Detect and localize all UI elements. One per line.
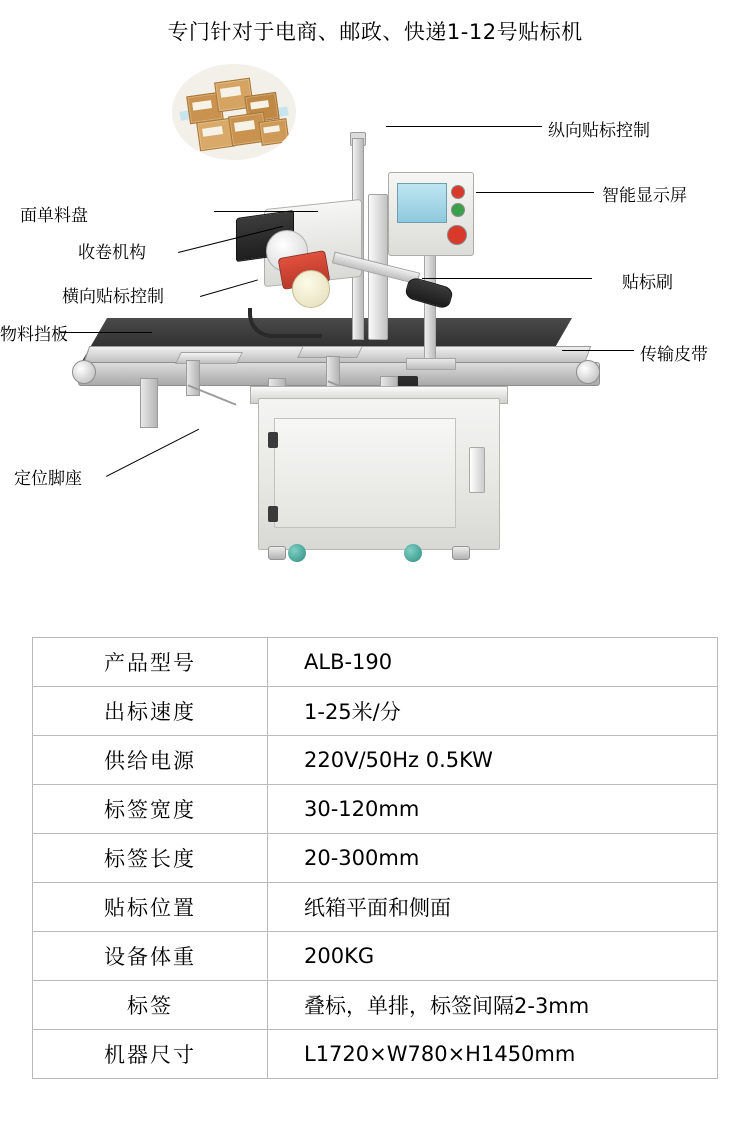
spec-key: 供给电源	[33, 736, 268, 785]
spec-key: 贴标位置	[33, 883, 268, 932]
table-row	[33, 687, 718, 736]
spec-key: 产品型号	[33, 638, 268, 687]
callout-smart-display-screen: 智能显示屏	[602, 186, 687, 206]
table-row	[33, 932, 718, 981]
spec-value: ALB-190	[268, 638, 718, 687]
spec-key: 标签长度	[33, 834, 268, 883]
label-roll	[292, 270, 330, 308]
cabinet-door-handle	[469, 447, 485, 493]
specification-table	[32, 637, 718, 1079]
spec-value: 200KG	[268, 932, 718, 981]
callout-horizontal-labeling-control: 横向贴标控制	[62, 287, 164, 307]
spec-value: 220V/50Hz 0.5KW	[268, 736, 718, 785]
conveyor-roller-left	[72, 360, 96, 384]
support-leg	[140, 378, 158, 428]
leader-line-conveyor	[562, 350, 634, 351]
callout-rewind-mechanism: 收卷机构	[78, 243, 146, 263]
stop-button	[451, 185, 465, 199]
spec-key: 设备体重	[33, 932, 268, 981]
display-mount-base	[406, 358, 456, 370]
callout-face-sheet-tray: 面单料盘	[20, 206, 88, 226]
callout-vertical-labeling-control: 纵向贴标控制	[548, 121, 650, 141]
start-button	[451, 203, 465, 217]
table-row	[33, 638, 718, 687]
spec-value: 叠标，单排，标签间隔2-3mm	[268, 981, 718, 1030]
spec-key: 标签	[33, 981, 268, 1030]
spec-key: 机器尺寸	[33, 1030, 268, 1079]
positioning-foot	[452, 546, 470, 560]
spec-key: 标签宽度	[33, 785, 268, 834]
table-row	[33, 785, 718, 834]
page-title: 专门针对于电商、邮政、快递1-12号贴标机	[167, 20, 583, 44]
table-row	[33, 834, 718, 883]
smart-display-panel	[388, 172, 474, 256]
callout-positioning-foot-base: 定位脚座	[14, 469, 82, 489]
table-row	[33, 981, 718, 1030]
callout-material-baffle: 物料挡板	[0, 325, 68, 345]
conveyor-roller-right	[576, 360, 600, 384]
spec-key: 出标速度	[33, 687, 268, 736]
labeling-head	[236, 196, 366, 316]
table-row	[33, 883, 718, 932]
callout-conveyor-belt: 传输皮带	[640, 345, 708, 365]
cabinet-hinge	[268, 432, 278, 448]
spec-value: 20-300mm	[268, 834, 718, 883]
leader-line-baffle	[60, 332, 152, 333]
power-cable	[248, 308, 322, 338]
product-illustration	[0, 46, 750, 616]
display-screen	[397, 183, 447, 223]
spec-value: L1720×W780×H1450mm	[268, 1030, 718, 1079]
cabinet-hinge	[268, 506, 278, 522]
display-mount-pole	[424, 254, 436, 366]
caster-wheel	[288, 544, 306, 562]
cabinet-door	[274, 418, 456, 528]
spec-value: 1-25米/分	[268, 687, 718, 736]
emergency-stop-button	[447, 225, 467, 245]
spec-value: 纸箱平面和侧面	[268, 883, 718, 932]
table-row	[33, 736, 718, 785]
leader-line-brush	[422, 278, 592, 279]
callout-labeling-brush: 贴标刷	[622, 273, 673, 293]
leader-line-face-tray	[214, 211, 318, 212]
positioning-foot	[268, 546, 286, 560]
leader-line-display	[476, 192, 594, 193]
spec-value: 30-120mm	[268, 785, 718, 834]
leader-line-vertical-control	[386, 126, 542, 127]
caster-wheel	[404, 544, 422, 562]
table-row	[33, 1030, 718, 1079]
